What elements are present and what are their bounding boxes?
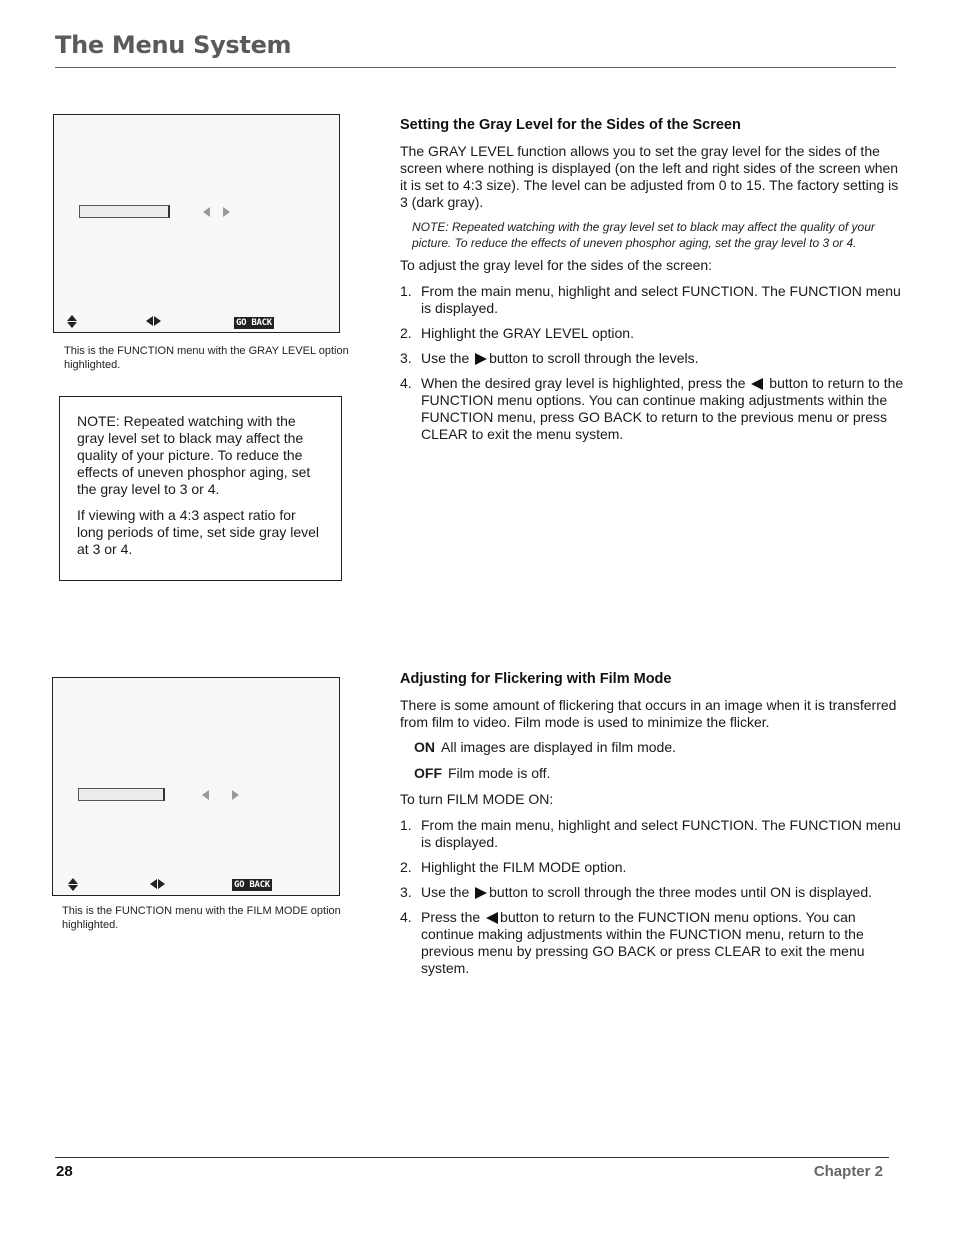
film-mode-caption: This is the FUNCTION menu with the FILM MODE option highlighted. xyxy=(62,905,341,931)
gray-level-caption: This is the FUNCTION menu with the GRAY LEVEL option highlighted. xyxy=(64,345,349,371)
chapter-label: Chapter 2 xyxy=(813,1163,883,1180)
step-number: 1. xyxy=(400,817,412,833)
step-item xyxy=(400,350,905,367)
step-text: Use the xyxy=(421,884,470,900)
left-arrow-icon xyxy=(202,790,209,800)
step-number: 2. xyxy=(400,859,412,875)
step-item xyxy=(400,859,905,876)
right-arrow-icon xyxy=(158,879,165,889)
down-arrow-icon xyxy=(68,885,78,891)
step-text: From the main menu, highlight and select FUNCTION. The FUNCTION menu is displayed. xyxy=(421,283,901,316)
step-item xyxy=(400,817,905,851)
note-paragraph: If viewing with a 4:3 aspect ratio for long periods of time, set side gray level at 3 or 4. xyxy=(77,507,320,557)
left-arrow-icon xyxy=(486,912,498,924)
step-text: button to scroll through the levels. xyxy=(489,350,699,366)
up-arrow-icon xyxy=(68,878,78,884)
step-text: button to scroll through the three modes until ON is displayed. xyxy=(489,884,873,900)
step-item xyxy=(400,283,905,317)
page-title: The Menu System xyxy=(55,31,292,59)
step-text: Highlight the GRAY LEVEL option. xyxy=(421,325,634,341)
option-desc: Film mode is off. xyxy=(448,765,551,781)
go-back-icon: GO BACK xyxy=(236,318,272,328)
section-heading: Setting the Gray Level for the Sides of the Screen xyxy=(400,117,741,133)
section-note: NOTE: Repeated watching with the gray level set to black may affect the quality of your picture. To reduce the effects of uneven phosphor aging, set the gray level to 3 or 4. xyxy=(412,220,875,250)
step-number: 4. xyxy=(400,909,412,925)
note-box xyxy=(59,396,342,581)
section-lead: To adjust the gray level for the sides of the screen: xyxy=(400,257,713,273)
section-intro: The GRAY LEVEL function allows you to set the gray level for the sides of the screen where nothing is displayed (on the left and right sides of the screen when it is set to 4:3 size). The level can be adjusted from 0 to 15. The factory setting is 3 (dark gray). xyxy=(400,143,899,210)
step-number: 1. xyxy=(400,283,412,299)
film-mode-menu-screen xyxy=(52,677,340,896)
step-item xyxy=(400,884,905,901)
left-arrow-icon xyxy=(150,879,157,889)
gray-level-highlight-bar xyxy=(79,205,170,218)
step-text: From the main menu, highlight and select FUNCTION. The FUNCTION menu is displayed. xyxy=(421,817,901,850)
film-mode-section xyxy=(400,671,905,985)
page-number: 28 xyxy=(56,1163,73,1180)
right-arrow-icon xyxy=(475,887,487,899)
step-number: 3. xyxy=(400,350,412,366)
right-arrow-icon xyxy=(154,316,161,326)
option-off xyxy=(414,765,905,782)
step-text: button to return to the FUNCTION menu options. You can continue making adjustments within the FUNCTION menu, return to the previous menu by pressing GO BACK or press CLEAR to exit the menu system. xyxy=(421,909,865,976)
step-item xyxy=(400,375,905,443)
right-arrow-icon xyxy=(232,790,239,800)
option-desc: All images are displayed in film mode. xyxy=(441,739,676,755)
header-rule xyxy=(55,67,896,68)
section-lead: To turn FILM MODE ON: xyxy=(400,791,554,807)
step-text: button to return to the FUNCTION menu options. You can continue making adjustments within the FUNCTION menu, press GO BACK to return to the previous menu or press CLEAR to exit the menu system. xyxy=(421,375,904,442)
option-on xyxy=(414,739,905,756)
left-arrow-icon xyxy=(146,316,153,326)
note-paragraph: NOTE: Repeated watching with the gray level set to black may affect the quality of your picture. To reduce the effects of uneven phosphor aging, set the gray level to 3 or 4. xyxy=(77,413,311,497)
steps-list xyxy=(400,283,905,443)
go-back-icon: GO BACK xyxy=(234,880,270,890)
film-mode-highlight-bar xyxy=(78,788,165,801)
step-number: 2. xyxy=(400,325,412,341)
right-arrow-icon xyxy=(223,207,230,217)
footer-rule xyxy=(55,1157,889,1158)
step-text: When the desired gray level is highlighted, press the xyxy=(421,375,746,391)
option-term: ON xyxy=(414,739,435,755)
step-text: Use the xyxy=(421,350,470,366)
option-term: OFF xyxy=(414,765,442,781)
right-arrow-icon xyxy=(475,353,487,365)
gray-level-section xyxy=(400,117,905,451)
step-item xyxy=(400,909,905,977)
left-arrow-icon xyxy=(203,207,210,217)
steps-list xyxy=(400,817,905,977)
gray-level-menu-screen xyxy=(53,114,340,333)
section-heading: Adjusting for Flickering with Film Mode xyxy=(400,671,672,687)
left-arrow-icon xyxy=(751,378,763,390)
step-number: 3. xyxy=(400,884,412,900)
down-arrow-icon xyxy=(67,322,77,328)
up-arrow-icon xyxy=(67,315,77,321)
step-item xyxy=(400,325,905,342)
step-text: Highlight the FILM MODE option. xyxy=(421,859,627,875)
step-number: 4. xyxy=(400,375,412,391)
step-text: Press the xyxy=(421,909,481,925)
section-intro: There is some amount of flickering that occurs in an image when it is transferred from film to video. Film mode is used to minimize the flicker. xyxy=(400,697,897,730)
